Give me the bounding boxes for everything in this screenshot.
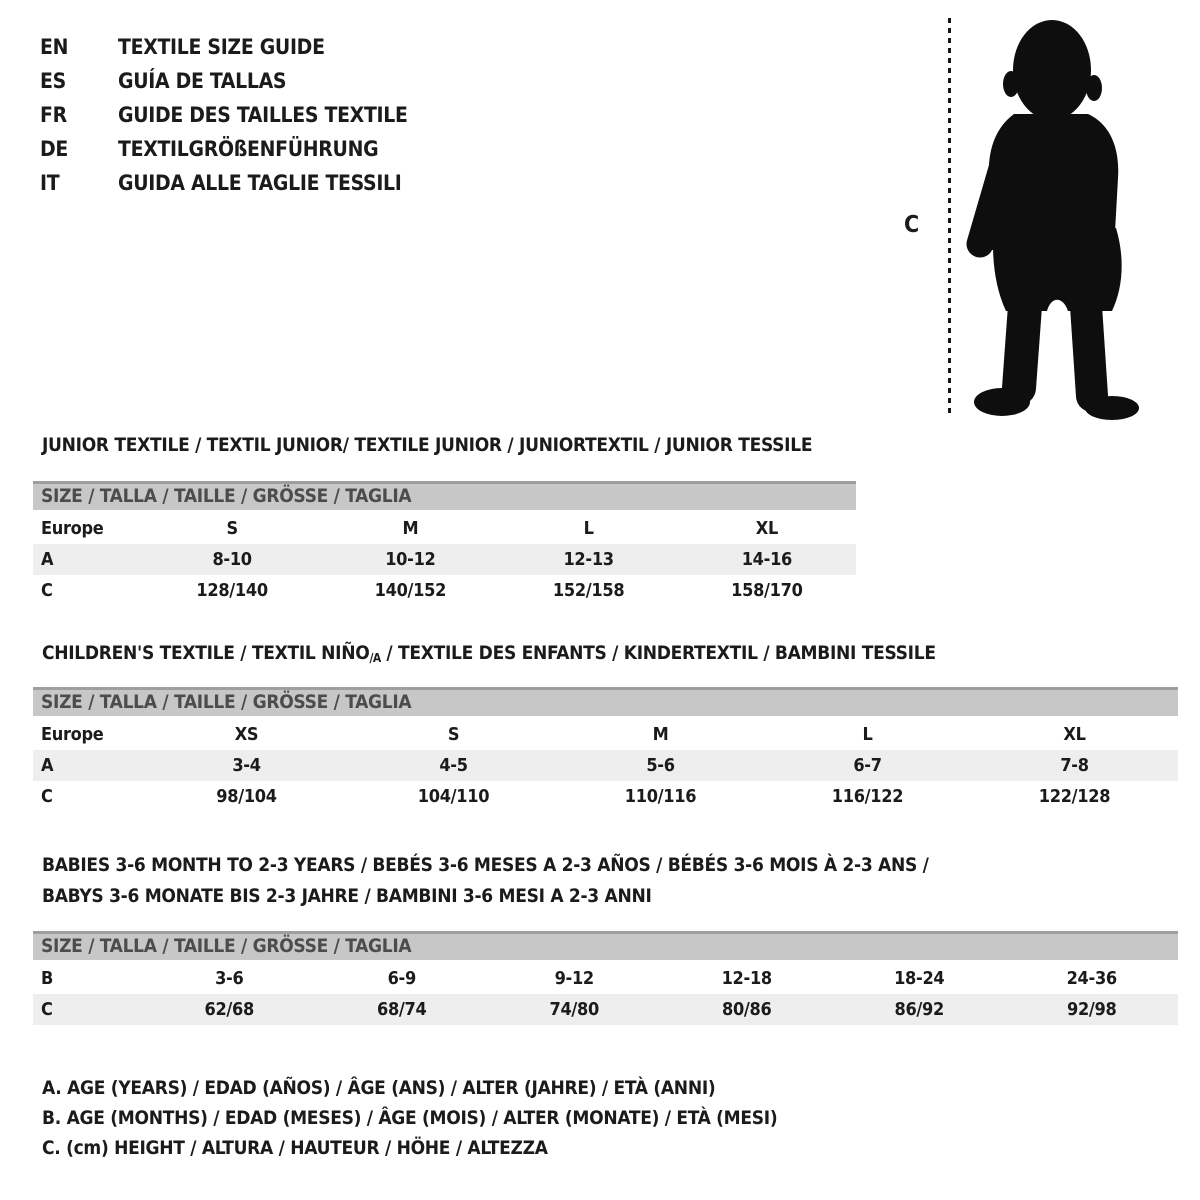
table-row: [33, 544, 856, 575]
table-cell: 80/86: [722, 999, 772, 1020]
table-cell: L: [862, 724, 873, 745]
table-cell: L: [583, 518, 594, 539]
table-cell: 152/158: [552, 580, 625, 601]
table-cell: 10-12: [385, 549, 436, 570]
language-row: [40, 30, 408, 64]
language-code: EN: [40, 35, 69, 59]
table-cell: 14-16: [741, 549, 793, 570]
table-cell: S: [226, 518, 238, 539]
table-row: [33, 963, 1178, 994]
table-row: [33, 719, 1178, 750]
height-measure-dashed-line: [948, 18, 951, 416]
language-row: [40, 98, 408, 132]
table-cell: 3-4: [232, 755, 261, 776]
table-cell: 3-6: [215, 968, 244, 989]
table-row: [33, 994, 1178, 1025]
table-cell: 24-36: [1066, 968, 1117, 989]
table-cell: 9-12: [554, 968, 594, 989]
table-cell: 140/152: [374, 580, 447, 601]
language-title-block: [40, 30, 408, 200]
children-size-table: [33, 687, 1178, 812]
table-cell: 122/128: [1038, 786, 1111, 807]
table-row: [33, 781, 1178, 812]
table-cell: XL: [1063, 724, 1086, 745]
table-row: [33, 575, 856, 606]
language-label: GUIDE DES TAILLES TEXTILE: [118, 103, 408, 127]
table-cell: 5-6: [646, 755, 675, 776]
junior-section-heading: JUNIOR TEXTILE / TEXTIL JUNIOR/ TEXTILE JUNIOR / JUNIORTEXTIL / JUNIOR TESSILE: [42, 434, 813, 456]
table-row: [33, 513, 856, 544]
table-cell: 62/68: [204, 999, 254, 1020]
language-row: [40, 166, 408, 200]
table-cell: 8-10: [212, 549, 252, 570]
table-cell: M: [402, 518, 419, 539]
legend-line-c: C. (cm) HEIGHT / ALTURA / HAUTEUR / HÖHE / ALTEZZA: [42, 1137, 548, 1159]
table-cell: 104/110: [417, 786, 490, 807]
language-label: GUIDA ALLE TAGLIE TESSILI: [118, 171, 402, 195]
junior-table-rows: [33, 513, 856, 606]
language-code: FR: [40, 103, 67, 127]
table-cell: 74/80: [549, 999, 599, 1020]
row-label: B: [41, 968, 54, 989]
babies-heading-line1: BABIES 3-6 MONTH TO 2-3 YEARS / BEBÉS 3-6 MESES A 2-3 AÑOS / BÉBÉS 3-6 MOIS À 2-3 ANS /: [42, 854, 929, 876]
table-cell: 18-24: [894, 968, 945, 989]
language-label: TEXTILE SIZE GUIDE: [118, 35, 325, 59]
size-header-bar: SIZE / TALLA / TAILLE / GRÖSSE / TAGLIA: [33, 687, 1178, 716]
table-cell: 128/140: [196, 580, 268, 601]
table-cell: XL: [755, 518, 778, 539]
row-label: A: [41, 549, 54, 570]
babies-table-rows: [33, 963, 1178, 1025]
row-label: A: [41, 755, 54, 776]
table-cell: 12-18: [721, 968, 772, 989]
table-cell: XS: [234, 724, 259, 745]
language-label: GUÍA DE TALLAS: [118, 69, 287, 93]
row-label: C: [41, 999, 53, 1020]
babies-heading-line2: BABYS 3-6 MONATE BIS 2-3 JAHRE / BAMBINI 3-6 MESI A 2-3 ANNI: [42, 885, 652, 907]
children-table-rows: [33, 719, 1178, 812]
language-label: TEXTILGRÖßENFÜHRUNG: [118, 137, 379, 161]
table-row: [33, 750, 1178, 781]
table-cell: 86/92: [894, 999, 944, 1020]
size-header-bar: SIZE / TALLA / TAILLE / GRÖSSE / TAGLIA: [33, 481, 856, 510]
table-cell: 12-13: [563, 549, 614, 570]
children-heading-post: / TEXTILE DES ENFANTS / KINDERTEXTIL / BAMBINI TESSILE: [380, 642, 936, 664]
row-label: C: [41, 580, 53, 601]
size-header-bar: SIZE / TALLA / TAILLE / GRÖSSE / TAGLIA: [33, 931, 1178, 960]
row-label: Europe: [41, 518, 104, 539]
table-cell: 116/122: [831, 786, 904, 807]
legend-line-a: A. AGE (YEARS) / EDAD (AÑOS) / ÂGE (ANS) / ALTER (JAHRE) / ETÀ (ANNI): [42, 1077, 716, 1099]
children-heading-pre: CHILDREN'S TEXTILE / TEXTIL NIÑO: [42, 642, 370, 664]
toddler-silhouette-icon: [962, 18, 1147, 420]
children-section-heading: [42, 642, 936, 665]
language-row: [40, 132, 408, 166]
language-code: ES: [40, 69, 66, 93]
table-cell: 7-8: [1060, 755, 1089, 776]
table-cell: 98/104: [216, 786, 277, 807]
table-cell: 6-9: [387, 968, 416, 989]
legend-line-b: B. AGE (MONTHS) / EDAD (MESES) / ÂGE (MOIS) / ALTER (MONATE) / ETÀ (MESI): [42, 1107, 778, 1129]
babies-section-heading: [42, 850, 929, 912]
table-cell: 4-5: [439, 755, 468, 776]
table-cell: 68/74: [377, 999, 427, 1020]
children-heading-subscript: /A: [369, 651, 381, 665]
language-code: IT: [40, 171, 60, 195]
legend: [42, 1073, 777, 1163]
table-cell: S: [447, 724, 460, 745]
language-code: DE: [40, 137, 68, 161]
measure-label-c: C: [904, 212, 919, 238]
junior-size-table: [33, 481, 856, 606]
table-cell: 158/170: [731, 580, 803, 601]
table-cell: 6-7: [853, 755, 882, 776]
row-label: C: [41, 786, 53, 807]
table-cell: M: [652, 724, 669, 745]
babies-size-table: [33, 931, 1178, 1025]
table-cell: 92/98: [1067, 999, 1117, 1020]
row-label: Europe: [41, 724, 104, 745]
table-cell: 110/116: [624, 786, 697, 807]
language-row: [40, 64, 408, 98]
